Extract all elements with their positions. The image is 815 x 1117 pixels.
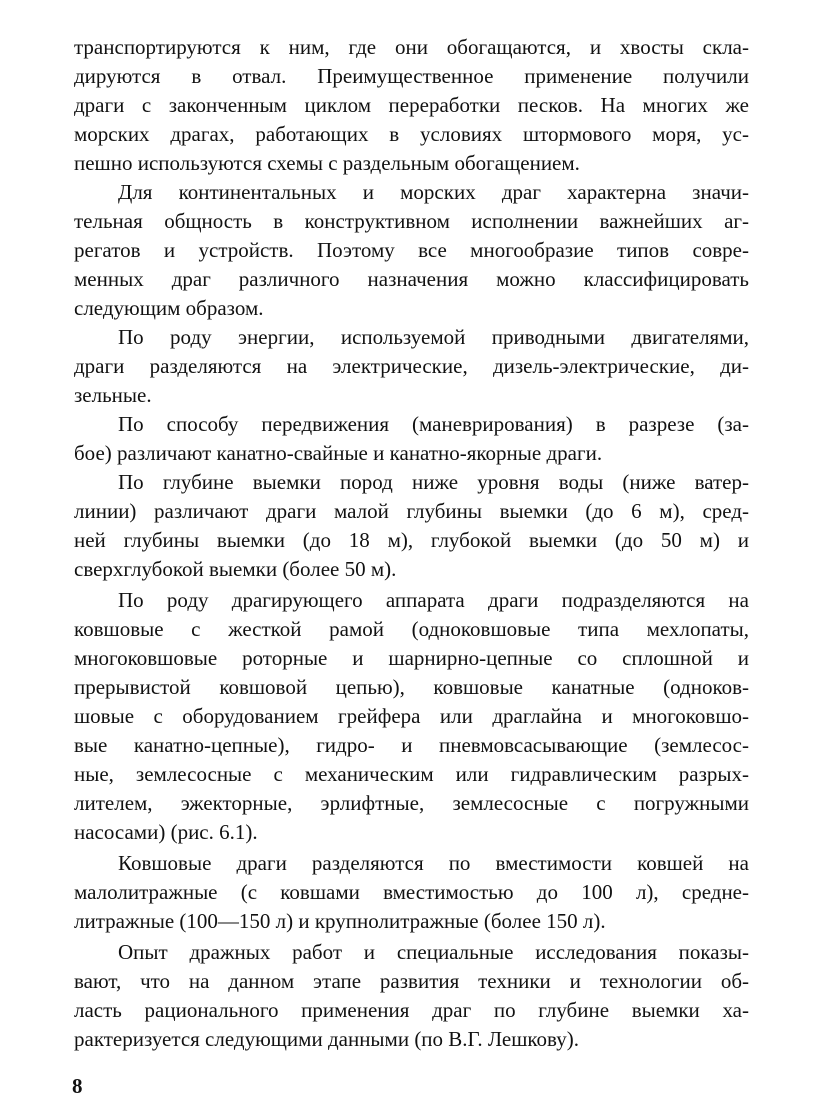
text-line: ковшовые с жесткой рамой (одноковшовые типа мехлопаты, xyxy=(74,617,749,641)
text-line: регатов и устройств. Поэтому все многообразие типов совре- xyxy=(74,238,749,262)
text-line: По способу передвижения (маневрирования) в разрезе (за- xyxy=(118,412,749,436)
text-line: шовые с оборудованием грейфера или драглайна и многоковшо- xyxy=(74,704,749,728)
text-line: транспортируются к ним, где они обогащаются, и хвосты скла- xyxy=(74,35,749,59)
text-line: малолитражные (с ковшами вместимостью до 100 л), средне- xyxy=(74,880,749,904)
text-line: пешно используются схемы с раздельным обогащением. xyxy=(74,151,580,175)
text-line: ласть рационального применения драг по глубине выемки ха- xyxy=(74,998,749,1022)
text-line: морских драгах, работающих в условиях штормового моря, ус- xyxy=(74,122,749,146)
text-line: дируются в отвал. Преимущественное применение получили xyxy=(74,64,749,88)
text-line: тельная общность в конструктивном исполнении важнейших аг- xyxy=(74,209,749,233)
text-line: Опыт дражных работ и специальные исследования показы- xyxy=(118,940,749,964)
text-line: вые канатно-цепные), гидро- и пневмовсасывающие (землесос- xyxy=(74,733,749,757)
text-line: менных драг различного назначения можно классифицировать xyxy=(74,267,749,291)
text-line: драги разделяются на электрические, дизель-электрические, ди- xyxy=(74,354,749,378)
text-line: литражные (100—150 л) и крупнолитражные (более 150 л). xyxy=(74,909,606,933)
text-line: многоковшовые роторные и шарнирно-цепные со сплошной и xyxy=(74,646,749,670)
text-line: драги с законченным циклом переработки песков. На многих же xyxy=(74,93,749,117)
text-line: рактеризуется следующими данными (по В.Г. Лешкову). xyxy=(74,1027,579,1051)
text-line: Ковшовые драги разделяются по вместимости ковшей на xyxy=(118,851,749,875)
text-line: Для континентальных и морских драг характерна значи- xyxy=(118,180,749,204)
text-line: следующим образом. xyxy=(74,296,264,320)
text-line: лителем, эжекторные, эрлифтные, землесосные с погружными xyxy=(74,791,749,815)
text-line: насосами) (рис. 6.1). xyxy=(74,820,258,844)
text-line: вают, что на данном этапе развития техники и технологии об- xyxy=(74,969,749,993)
text-line: сверхглубокой выемки (более 50 м). xyxy=(74,557,397,581)
text-line: По роду энергии, используемой приводными двигателями, xyxy=(118,325,749,349)
text-line: бое) различают канатно-свайные и канатно-якорные драги. xyxy=(74,441,603,465)
text-line: ней глубины выемки (до 18 м), глубокой выемки (до 50 м) и xyxy=(74,528,749,552)
page-number: 8 xyxy=(72,1074,83,1098)
text-line: ные, землесосные с механическим или гидравлическим разрых- xyxy=(74,762,749,786)
text-line: линии) различают драги малой глубины выемки (до 6 м), сред- xyxy=(74,499,749,523)
text-line: зельные. xyxy=(74,383,152,407)
text-line: По глубине выемки пород ниже уровня воды (ниже ватер- xyxy=(118,470,749,494)
text-line: прерывистой ковшовой цепью), ковшовые канатные (одноков- xyxy=(74,675,749,699)
text-line: По роду драгирующего аппарата драги подразделяются на xyxy=(118,588,749,612)
